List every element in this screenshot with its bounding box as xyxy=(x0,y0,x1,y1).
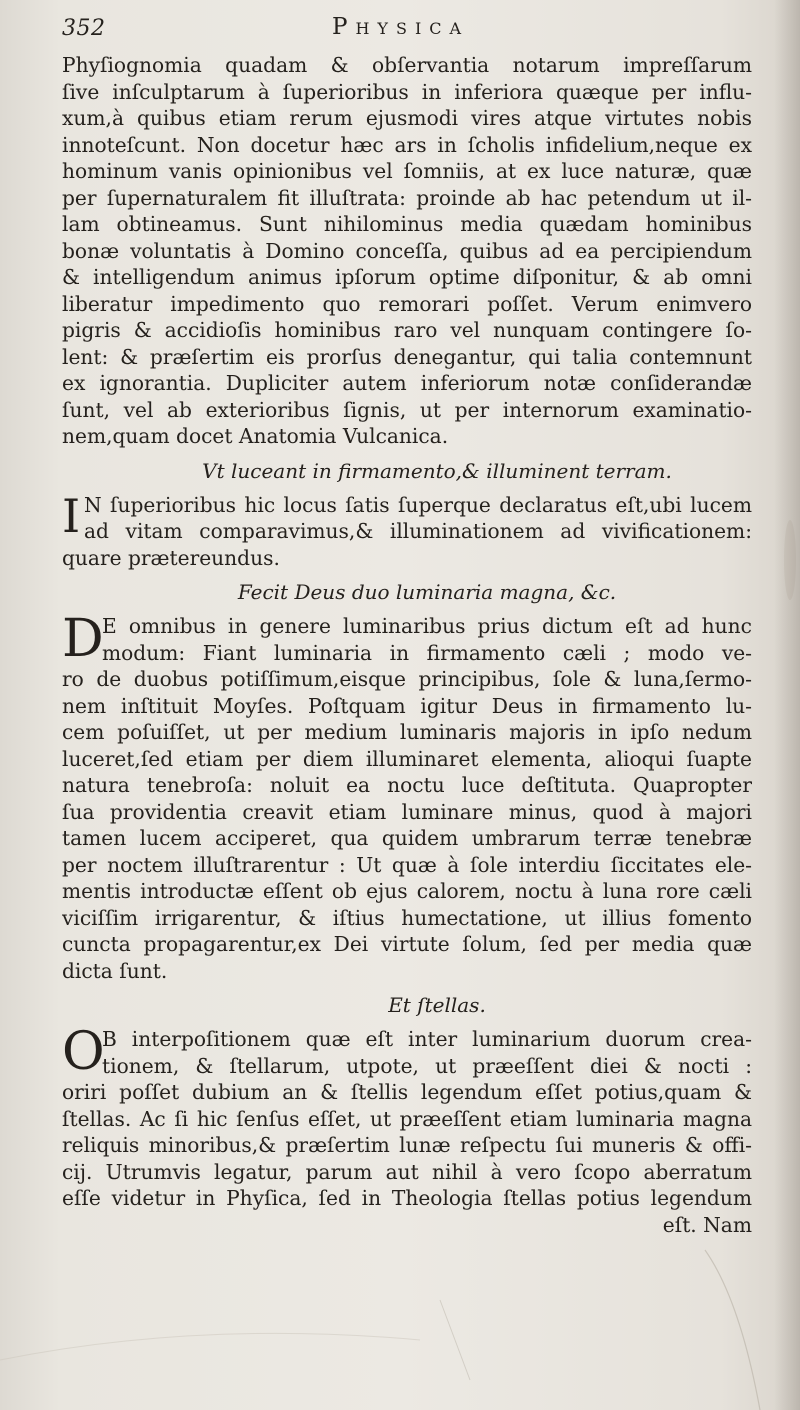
text-line xyxy=(62,492,752,519)
text-line: per ſupernaturalem fit illuſtrata: proinde ab hac petendum ut il- xyxy=(62,185,752,210)
text-line: innoteſcunt. Non docetur hæc ars in ſcholis infidelium,neque ex xyxy=(62,132,752,157)
text-line-content: modum: Fiant luminaria in firmamento cæli ; modo ve- xyxy=(102,640,752,665)
catchword: eſt. Nam xyxy=(662,1212,752,1237)
text-line: oriri poſſet dubium an & ſtellis legendum eſſet potius,quam & xyxy=(62,1080,752,1104)
text-line: & intelligendum animus ipſorum optime diſponitur, & ab omni xyxy=(62,265,752,289)
text-line: ſive inſculptarum à ſuperioribus in inferiora quæque per influ- xyxy=(62,79,752,104)
text-line: ſua providentia creavit etiam luminare minus, quod à majori xyxy=(62,799,752,824)
text-line: cij. Utrumvis legatur, parum aut nihil à vero ſcopo aberratum xyxy=(62,1159,752,1184)
text-line: reliquis minoribus,& præſertim lunæ reſpectu ſui muneris & offi- xyxy=(62,1133,752,1157)
text-line: ro de duobus potiſſimum,eisque principibus, ſole & luna,ſermo- xyxy=(62,667,752,691)
paragraph-2 xyxy=(62,488,752,572)
text-line: cem poſuiſſet, ut per medium luminaris majoris in ipſo nedum xyxy=(62,720,752,744)
section-heading: Et ſtellas. xyxy=(388,993,486,1017)
text-line: lam obtineamus. Sunt nihilominus media quædam hominibus xyxy=(62,212,752,236)
text-line xyxy=(62,518,752,545)
text-line-content: tionem, & ſtellarum, utpote, ut præeſſent diei & nocti : xyxy=(102,1053,752,1078)
section-heading: Vt luceant in firmamento,& illuminent terram. xyxy=(202,458,672,483)
paragraph-3 xyxy=(62,609,752,984)
text-line: quare prætereundus. xyxy=(62,545,280,570)
section-heading: Fecit Deus duo luminaria magna, &c. xyxy=(237,580,617,604)
drop-cap: D xyxy=(62,609,104,669)
text-line: lent: & præſertim eis prorſus denegantur, qui talia contemnunt xyxy=(62,344,752,369)
text-line-content: E omnibus in genere luminaribus prius dictum eſt ad hunc xyxy=(102,614,752,638)
text-line-content: N ſuperioribus hic locus ſatis ſuperque declaratus eſt,ubi lucem xyxy=(84,492,752,517)
text-line: viciſſim irrigarentur, & iſtius humectatione, ut illius fomento xyxy=(62,905,752,930)
text-line: mentis introductæ eſſent ob ejus calorem, noctu à luna rore cæli xyxy=(62,879,752,903)
page-number: 352 xyxy=(62,16,106,41)
text-line: liberatur impedimento quo remorari poſſet. Verum enimvero xyxy=(62,291,752,316)
text-line: dicta ſunt. xyxy=(62,958,168,983)
text-line: luceret,ſed etiam per diem illuminaret elementa, alioqui ſuapte xyxy=(62,746,752,771)
text-line xyxy=(62,640,752,667)
text-line-content: ad vitam comparavimus,& illuminationem ad vivificationem: xyxy=(84,519,752,543)
text-line xyxy=(62,1026,752,1053)
text-line: natura tenebroſa: noluit ea noctu luce deſtituta. Quapropter xyxy=(62,773,752,797)
text-line: cuncta propagarentur,ex Dei virtute ſolum, ſed per media quæ xyxy=(62,932,752,956)
text-line xyxy=(62,1053,752,1080)
text-line: nem inſtituit Moyſes. Poſtquam igitur Deus in firmamento lu- xyxy=(62,693,752,718)
text-line: ex ignorantia. Dupliciter autem inferiorum notæ conſiderandæ xyxy=(62,371,752,395)
page-edge-shadow xyxy=(774,0,800,1410)
text-line: ſtellas. Ac ſi hic ſenſus eſſet, ut præeſſent etiam luminaria magna xyxy=(62,1106,752,1131)
text-line: Phyſiognomia quadam & obſervantia notarum impreſſarum xyxy=(62,53,752,77)
text-line: ſunt, vel ab exterioribus ſignis, ut per internorum examinatio- xyxy=(62,397,752,422)
drop-cap: I xyxy=(62,488,81,543)
text-line: bonæ voluntatis à Domino conceſſa, quibus ad ea percipiendum xyxy=(62,238,752,263)
running-head: Physica xyxy=(332,14,470,40)
text-line: nem,quam docet Anatomia Vulcanica. xyxy=(62,424,449,448)
drop-cap: O xyxy=(62,1022,105,1082)
paragraph-4 xyxy=(62,1022,752,1238)
text-line: per noctem illuſtrarentur : Ut quæ à ſole interdiu ſiccitates ele- xyxy=(62,852,752,877)
text-line xyxy=(62,613,752,640)
main-text xyxy=(62,52,752,1238)
text-line: xum,à quibus etiam rerum ejusmodi vires atque virtutes nobis xyxy=(62,106,752,130)
paragraph-1 xyxy=(62,52,752,450)
text-line-content: B interpoſitionem quæ eſt inter luminarium duorum crea- xyxy=(102,1027,752,1051)
page-header xyxy=(62,14,752,54)
text-line: tamen lucem acciperet, qua quidem umbrarum terræ tenebræ xyxy=(62,826,752,850)
text-line: hominum vanis opinionibus vel ſomniis, at ex luce naturæ, quæ xyxy=(62,159,752,183)
text-line: eſſe videtur in Phyſica, ſed in Theologia ſtellas potius legendum xyxy=(62,1186,752,1210)
text-line: pigris & accidioſis hominibus raro vel nunquam contingere ſo- xyxy=(62,318,752,342)
